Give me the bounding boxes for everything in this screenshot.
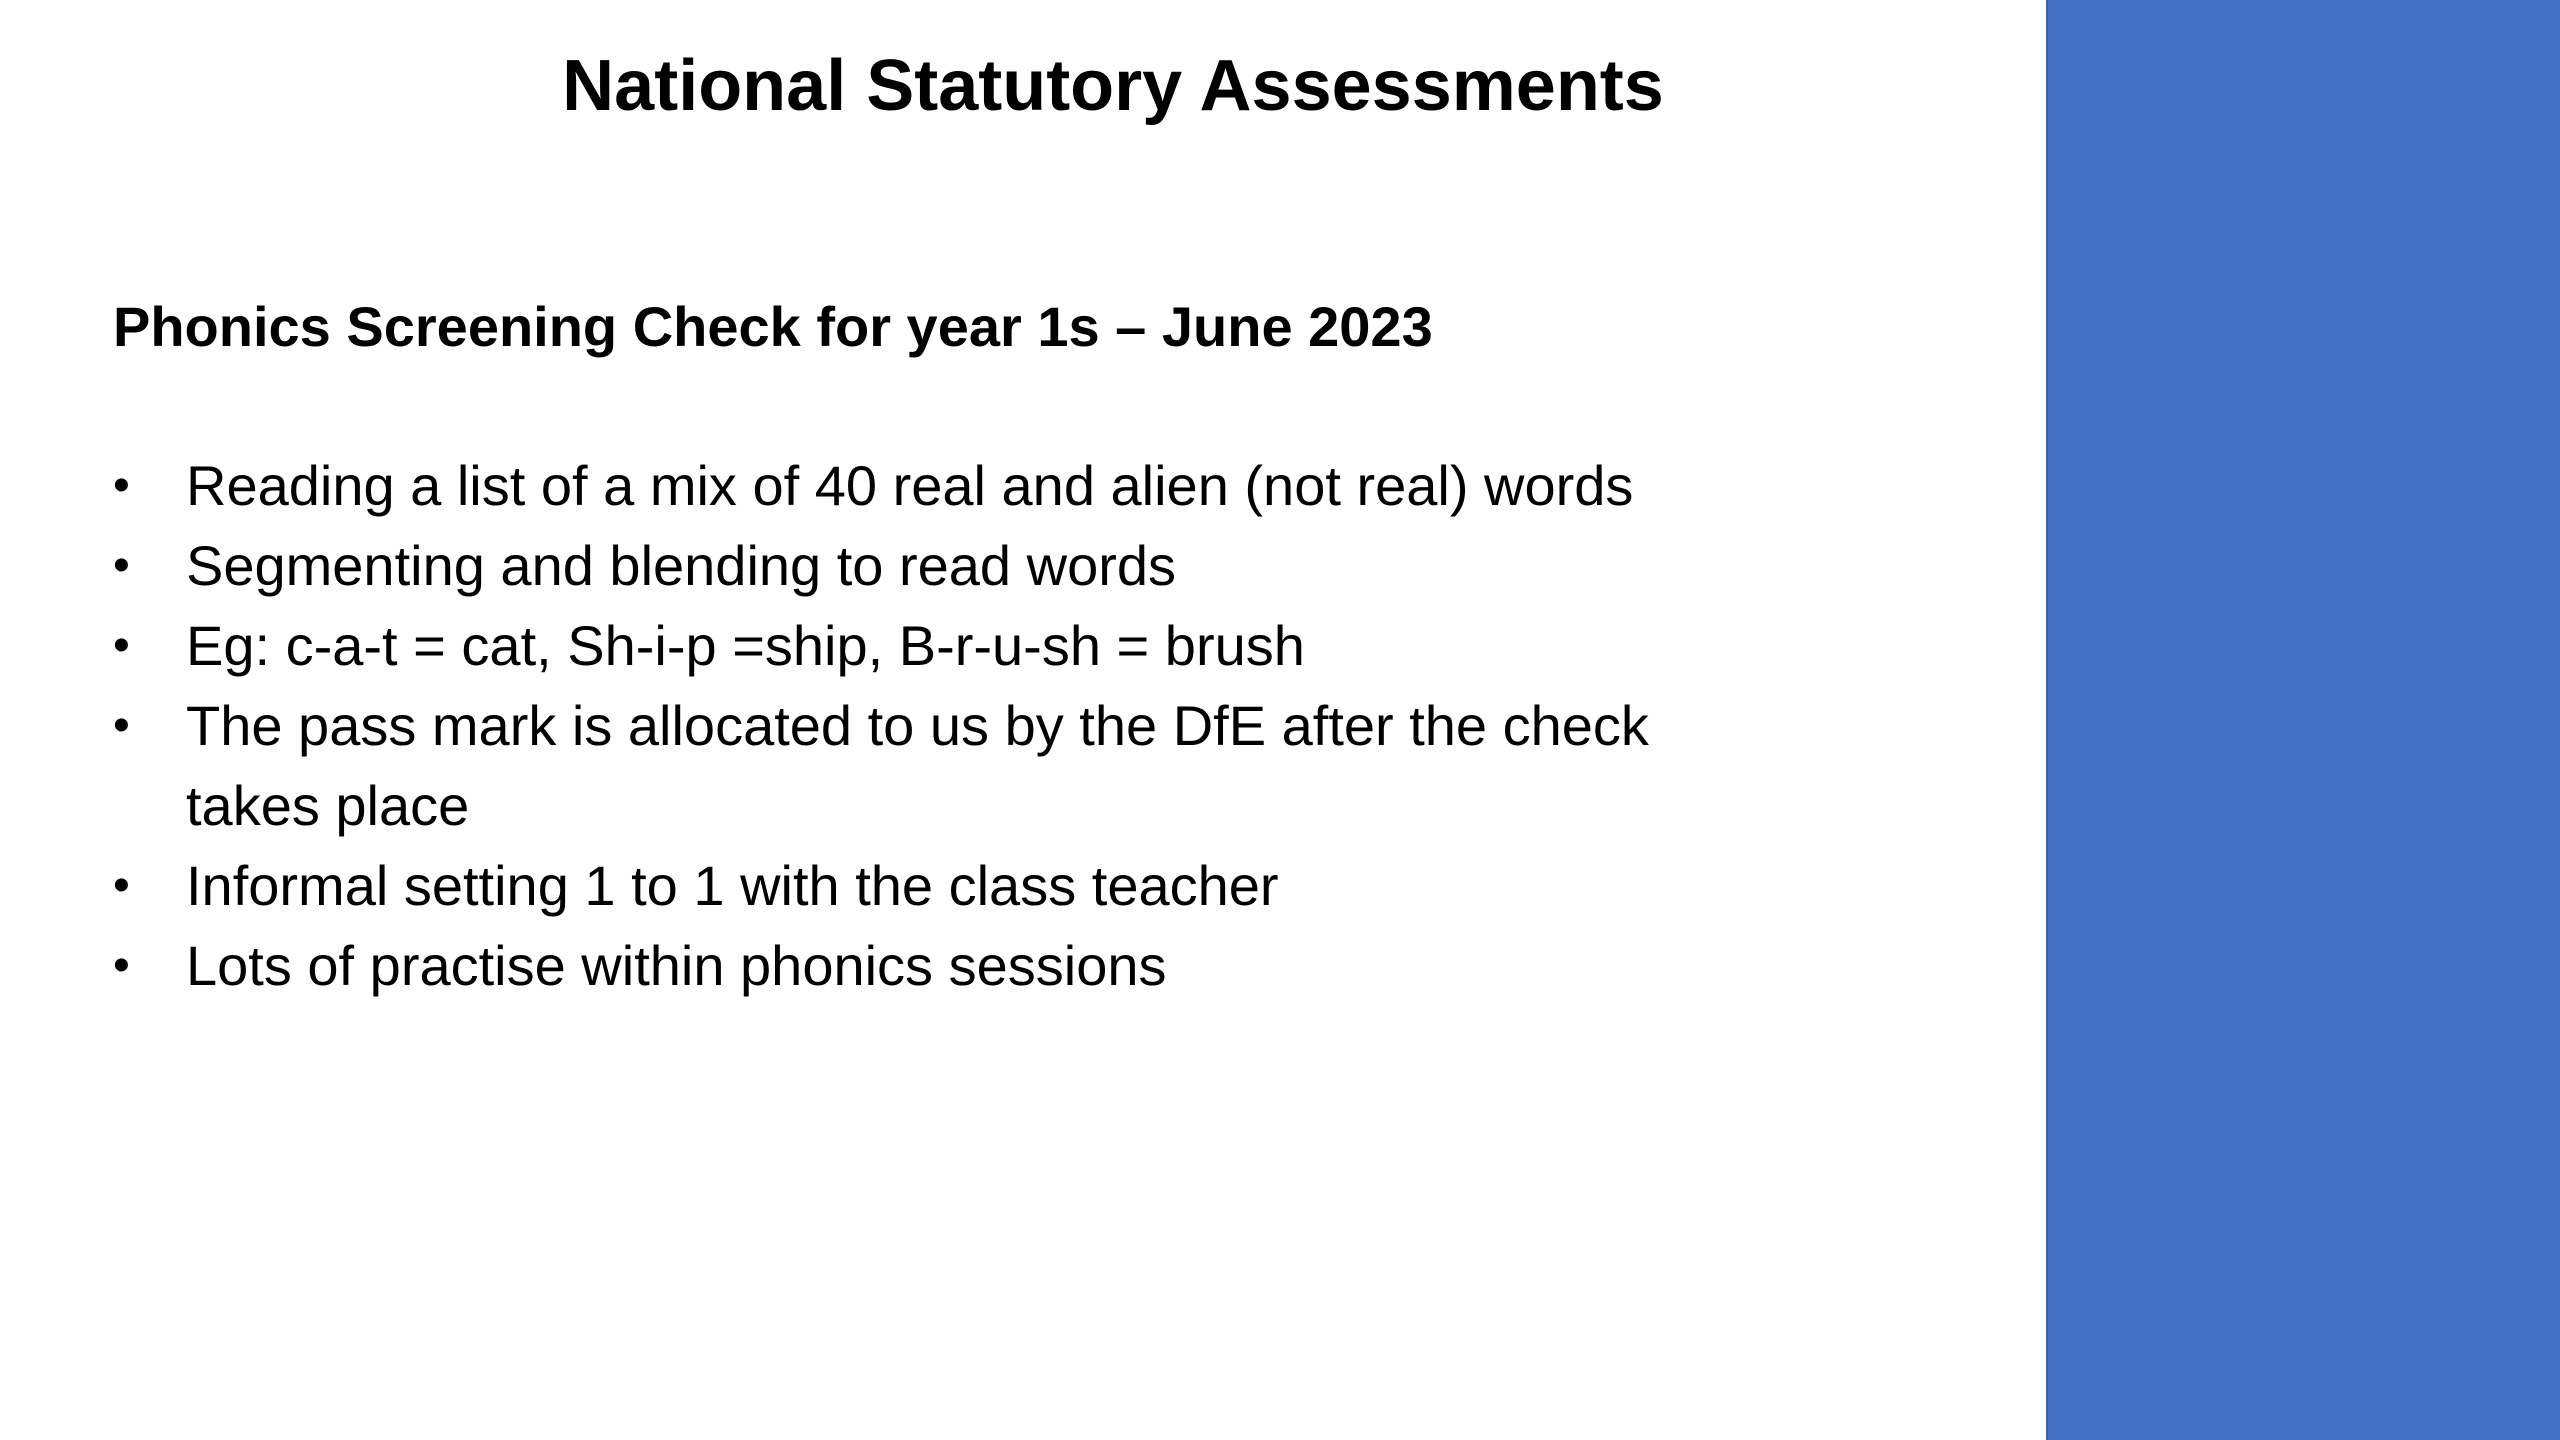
- slide-subtitle: Phonics Screening Check for year 1s – June 2023: [113, 295, 1433, 358]
- bullet-icon: •: [113, 619, 130, 672]
- list-item: [113, 446, 1793, 526]
- list-item: [113, 926, 1793, 1006]
- list-item: [113, 846, 1793, 926]
- bullet-icon: •: [113, 459, 130, 512]
- bullet-icon: •: [113, 539, 130, 592]
- list-item: [113, 686, 1793, 846]
- bullet-text: The pass mark is allocated to us by the DfE after the check takes place: [186, 694, 1649, 837]
- bullet-text: Informal setting 1 to 1 with the class teacher: [186, 854, 1279, 917]
- bullet-list: [113, 446, 1793, 1006]
- bullet-icon: •: [113, 699, 130, 752]
- bullet-text: Segmenting and blending to read words: [186, 534, 1177, 597]
- side-panel: [2046, 0, 2560, 1440]
- list-item: [113, 606, 1793, 686]
- bullet-text: Lots of practise within phonics sessions: [186, 934, 1167, 997]
- bullet-text: Eg: c-a-t = cat, Sh-i-p =ship, B-r-u-sh = brush: [186, 614, 1305, 677]
- bullet-text: Reading a list of a mix of 40 real and alien (not real) words: [186, 454, 1634, 517]
- slide-title: National Statutory Assessments: [562, 46, 1664, 126]
- bullet-icon: •: [113, 939, 130, 992]
- bullet-icon: •: [113, 859, 130, 912]
- list-item: [113, 526, 1793, 606]
